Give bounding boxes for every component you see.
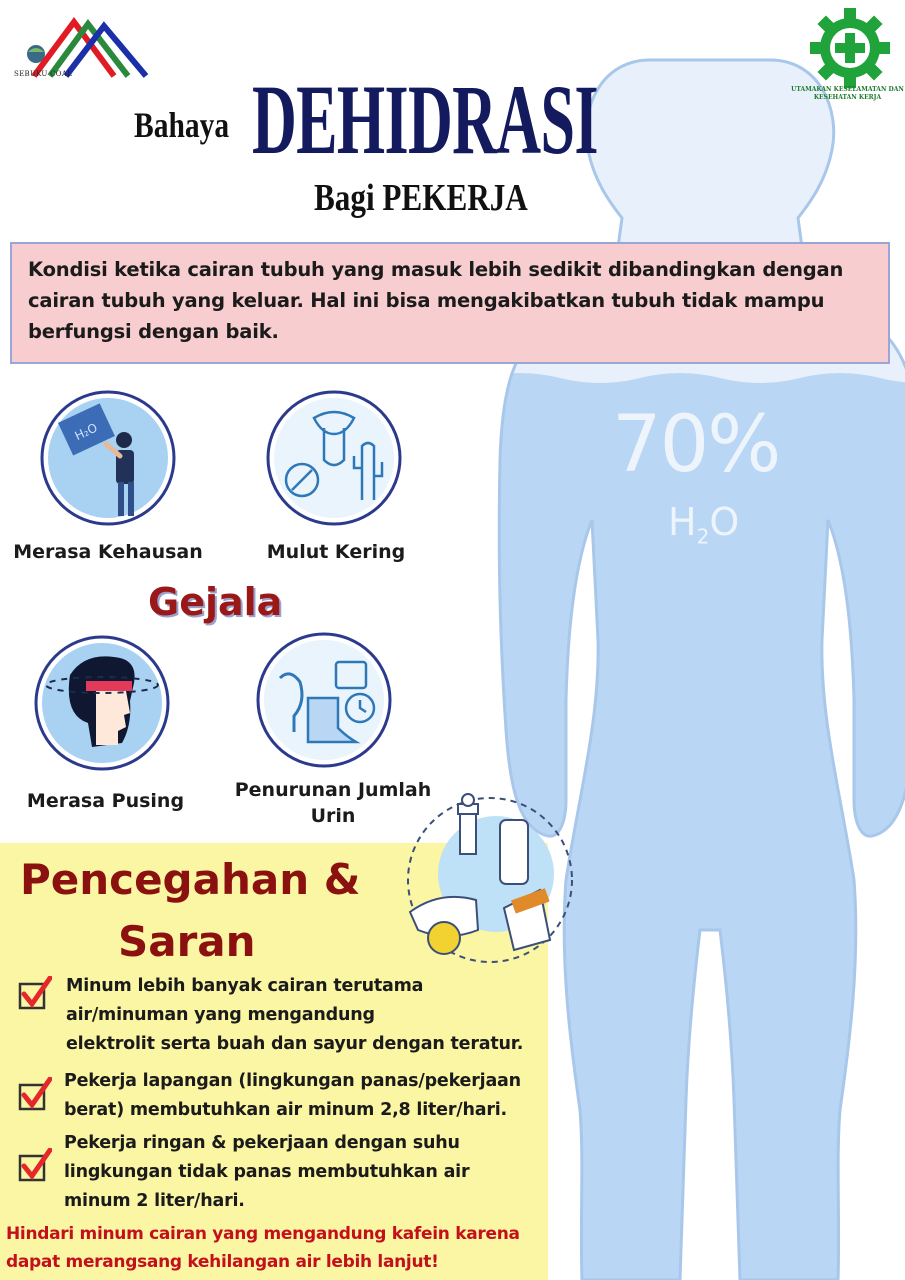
sebuku-coal-text: SEBUKU COAL bbox=[14, 70, 73, 78]
water-percent: 70% bbox=[612, 400, 780, 490]
symptom-label-thirst: Merasa Kehausan bbox=[13, 541, 203, 563]
page-title: DEHIDRASI bbox=[252, 64, 598, 175]
symptom-label-dry-mouth: Mulut Kering bbox=[266, 541, 406, 563]
caffeine-warning: Hindari minum cairan yang mengandung kafein karena dapat merangsang kehilangan air lebih lanjut! bbox=[6, 1224, 520, 1272]
k3-slogan-text: UTAMAKAN KESELAMATAN DAN KESEHATAN KERJA bbox=[791, 86, 904, 101]
drinks-water-tea-icon bbox=[400, 790, 580, 970]
thirsty-person-icon bbox=[40, 390, 176, 526]
tip-item-1: Minum lebih banyak cairan terutama air/minuman yang mengandung elektrolit serta buah dan sayur dengan teratur. bbox=[66, 976, 524, 1054]
bladder-icon bbox=[256, 632, 392, 768]
title-suffix: Bagi PEKERJA bbox=[314, 177, 528, 219]
checkbox-check-icon bbox=[18, 1148, 52, 1182]
water-formula: $H_2O$ bbox=[668, 500, 740, 549]
checkbox-check-icon bbox=[18, 1077, 52, 1111]
definition-text: Kondisi ketika cairan tubuh yang masuk lebih sedikit dibandingkan dengan cairan tubuh yang keluar. Hal ini bisa mengakibatkan tubuh tidak mampu berfungsi dengan baik. bbox=[28, 258, 844, 343]
svg-text:H₂O: H₂O bbox=[72, 420, 100, 444]
dizzy-head-icon bbox=[34, 635, 170, 771]
tip-item-3: Pekerja ringan & pekerjaan dengan suhu lingkungan tidak panas membutuhkan air minum 2 liter/hari. bbox=[64, 1133, 470, 1211]
title-prefix: Bahaya bbox=[134, 105, 230, 145]
k3-gear-cross-icon bbox=[808, 6, 892, 90]
symptom-label-dizzy: Merasa Pusing bbox=[26, 790, 185, 812]
prevention-heading-line2: Saran bbox=[118, 917, 256, 966]
logo-stripes-icon bbox=[34, 22, 146, 76]
checkbox-check-icon bbox=[18, 976, 52, 1010]
symptoms-heading: Gejala bbox=[148, 580, 283, 624]
dry-mouth-icon bbox=[266, 390, 402, 526]
symptom-label-urine: Penurunan Jumlah Urin bbox=[234, 779, 432, 827]
tip-item-2: Pekerja lapangan (lingkungan panas/pekerjaan berat) membutuhkan air minum 2,8 liter/hari. bbox=[64, 1071, 521, 1120]
prevention-heading: Pencegahan & bbox=[20, 855, 361, 904]
